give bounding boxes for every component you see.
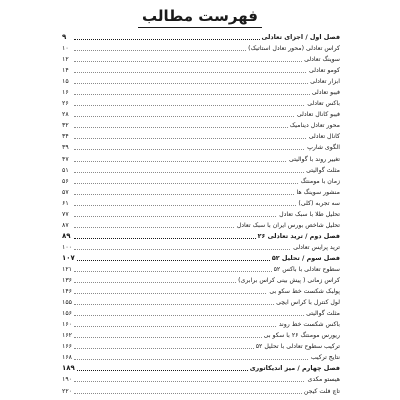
toc-entry-row [58, 275, 344, 286]
page-number: ۱۴۶ [62, 286, 74, 297]
page-number: ۱۰۷ [62, 253, 77, 264]
toc-entry-row [58, 308, 344, 319]
toc-entry-row [58, 76, 344, 87]
entry-title: مثلث گوالیتی [304, 165, 340, 176]
entry-title: نتایج ترکیب [309, 352, 340, 363]
page-number: ۱۴ [62, 65, 71, 76]
toc-entry-row [58, 386, 344, 397]
toc-entry-row [58, 187, 344, 198]
page-number: ۱۶۶ [62, 341, 74, 352]
entry-title: سه تجربه (کلی) [296, 198, 340, 209]
chapter-title: فصل دوم / ترید تعادلی ۲۶ [256, 231, 340, 242]
page-number: ۱۹۰ [62, 374, 74, 385]
page-number: ۲۸ [62, 109, 71, 120]
page-number: ۱۶۸ [62, 352, 74, 363]
entry-title: هیستو مکدی [305, 374, 340, 385]
page-number: ۱۵۶ [62, 308, 74, 319]
title-area [0, 6, 400, 28]
page-number: ۵۱ [62, 165, 71, 176]
entry-title: زمان با مومنتگ [299, 176, 340, 187]
page-number: ۱۰ [62, 43, 71, 54]
entry-title: ریورس مومنتگ ۲۶ با سکو بی [262, 330, 340, 341]
toc-entry-row [58, 43, 344, 54]
entry-title: ترکیب سطوح تعادلی با تحلیل ۵۲ [254, 341, 340, 352]
dot-leader [74, 94, 340, 95]
entry-title: تحلیل شاخص بورس ایران با سبک تعادل [235, 220, 340, 231]
page-number: ۴۷ [62, 154, 71, 165]
toc-entry-row [58, 165, 344, 176]
dot-leader [74, 359, 340, 360]
page-number: ۱۲۱ [62, 264, 74, 275]
page-number: ۷۷ [62, 209, 71, 220]
entry-title: باکس شکست خط روند [277, 319, 340, 330]
page-number: ۱۵۵ [62, 297, 74, 308]
page-number: ۸۹ [62, 231, 73, 242]
chapter-title: فصل سوم / تحلیل ۵۲ [270, 253, 340, 264]
page-number: ۳۴ [62, 131, 71, 142]
page-number: ۱۵ [62, 76, 71, 87]
toc-entry-row [58, 176, 344, 187]
page-number: ۹ [62, 32, 68, 43]
entry-title: فیبو تعادلی [310, 87, 340, 98]
chapter-heading-row [58, 231, 344, 242]
dot-leader [74, 72, 340, 73]
toc-entry-row [58, 54, 344, 65]
toc-entry-row [58, 65, 344, 76]
chapter-title: فصل چهارم / میز اندیکاتوری [248, 363, 340, 374]
dot-leader [74, 172, 340, 173]
toc-entry-row [58, 209, 344, 220]
toc-entry-row [58, 330, 344, 341]
entry-title: پولبک شکست خط سکو بی [267, 286, 340, 297]
chapter-heading-row [58, 253, 344, 264]
entry-title: ترید پرایس تعادلی [291, 242, 340, 253]
dot-leader [74, 105, 340, 106]
entry-title: مثلث گوالیتی [304, 308, 340, 319]
entry-title: کراس زمانی ( پیش بینی کراس برابری) [236, 275, 340, 286]
entry-title: کراس تعادلی (محور تعادل استاتیک) [246, 43, 340, 54]
page-number: ۱۸۹ [62, 363, 77, 374]
toc-entry-row [58, 242, 344, 253]
entry-title: منشور سوینگ ها [295, 187, 340, 198]
page-number: ۱۰۰ [62, 242, 74, 253]
dot-leader [74, 138, 340, 139]
dot-leader [74, 83, 340, 84]
toc-entry-row [58, 109, 344, 120]
page-number: ۱۶ [62, 87, 71, 98]
entry-title: ابزار تعادلی [308, 76, 340, 87]
toc-entry-row [58, 352, 344, 363]
entry-title: لول کنترل با کراس ایچی [274, 297, 340, 308]
entry-title: کانال تعادلی [307, 131, 340, 142]
table-of-contents [58, 32, 344, 397]
page-number: ۱۶۲ [62, 330, 74, 341]
page-number: ۱۳۶ [62, 275, 74, 286]
entry-title: تاچ فلت کیجن [302, 386, 340, 397]
toc-entry-row [58, 374, 344, 385]
toc-entry-row [58, 319, 344, 330]
page-number: ۵۶ [62, 176, 71, 187]
dot-leader [74, 315, 340, 316]
toc-entry-row [58, 131, 344, 142]
toc-entry-row [58, 198, 344, 209]
entry-title: فیبو کانال تعادلی [295, 109, 340, 120]
entry-title: سطوح تعادلی با باکس ۵۲ [272, 264, 340, 275]
dot-leader [74, 393, 340, 394]
entry-title: تغییر روند با گوالیتی [287, 154, 340, 165]
toc-entry-row [58, 286, 344, 297]
toc-entry-row [58, 264, 344, 275]
page-number: ۲۲۰ [62, 386, 74, 397]
dot-leader [74, 381, 340, 382]
dot-leader [74, 61, 340, 62]
page-number: ۳۲ [62, 120, 71, 131]
entry-title: کومو تعادلی [307, 65, 340, 76]
page-number: ۶۱ [62, 198, 71, 209]
page-title: فهرست مطالب [138, 6, 262, 28]
page-number: ۸۷ [62, 220, 71, 231]
chapter-heading-row [58, 32, 344, 43]
toc-entry-row [58, 98, 344, 109]
toc-entry-row [58, 87, 344, 98]
page-number: ۱۶۰ [62, 319, 74, 330]
chapter-heading-row [58, 363, 344, 374]
page-number: ۲۶ [62, 98, 71, 109]
entry-title: محور تعادل دینامیک [288, 120, 340, 131]
toc-entry-row [58, 297, 344, 308]
entry-title: باکس تعادلی [305, 98, 340, 109]
toc-entry-row [58, 142, 344, 153]
page-number: ۱۲ [62, 54, 71, 65]
entry-title: سوینگ تعادلی [302, 54, 340, 65]
chapter-title: فصل اول / اجزای تعادلی [260, 32, 341, 43]
toc-entry-row [58, 341, 344, 352]
entry-title: تحلیل طلا با سبک تعادل [277, 209, 340, 220]
page-number: ۳۹ [62, 142, 71, 153]
toc-entry-row [58, 220, 344, 231]
entry-title: الگوی شارپ [305, 142, 340, 153]
dot-leader [74, 149, 340, 150]
toc-entry-row [58, 154, 344, 165]
page-number: ۵۷ [62, 187, 71, 198]
toc-entry-row [58, 120, 344, 131]
